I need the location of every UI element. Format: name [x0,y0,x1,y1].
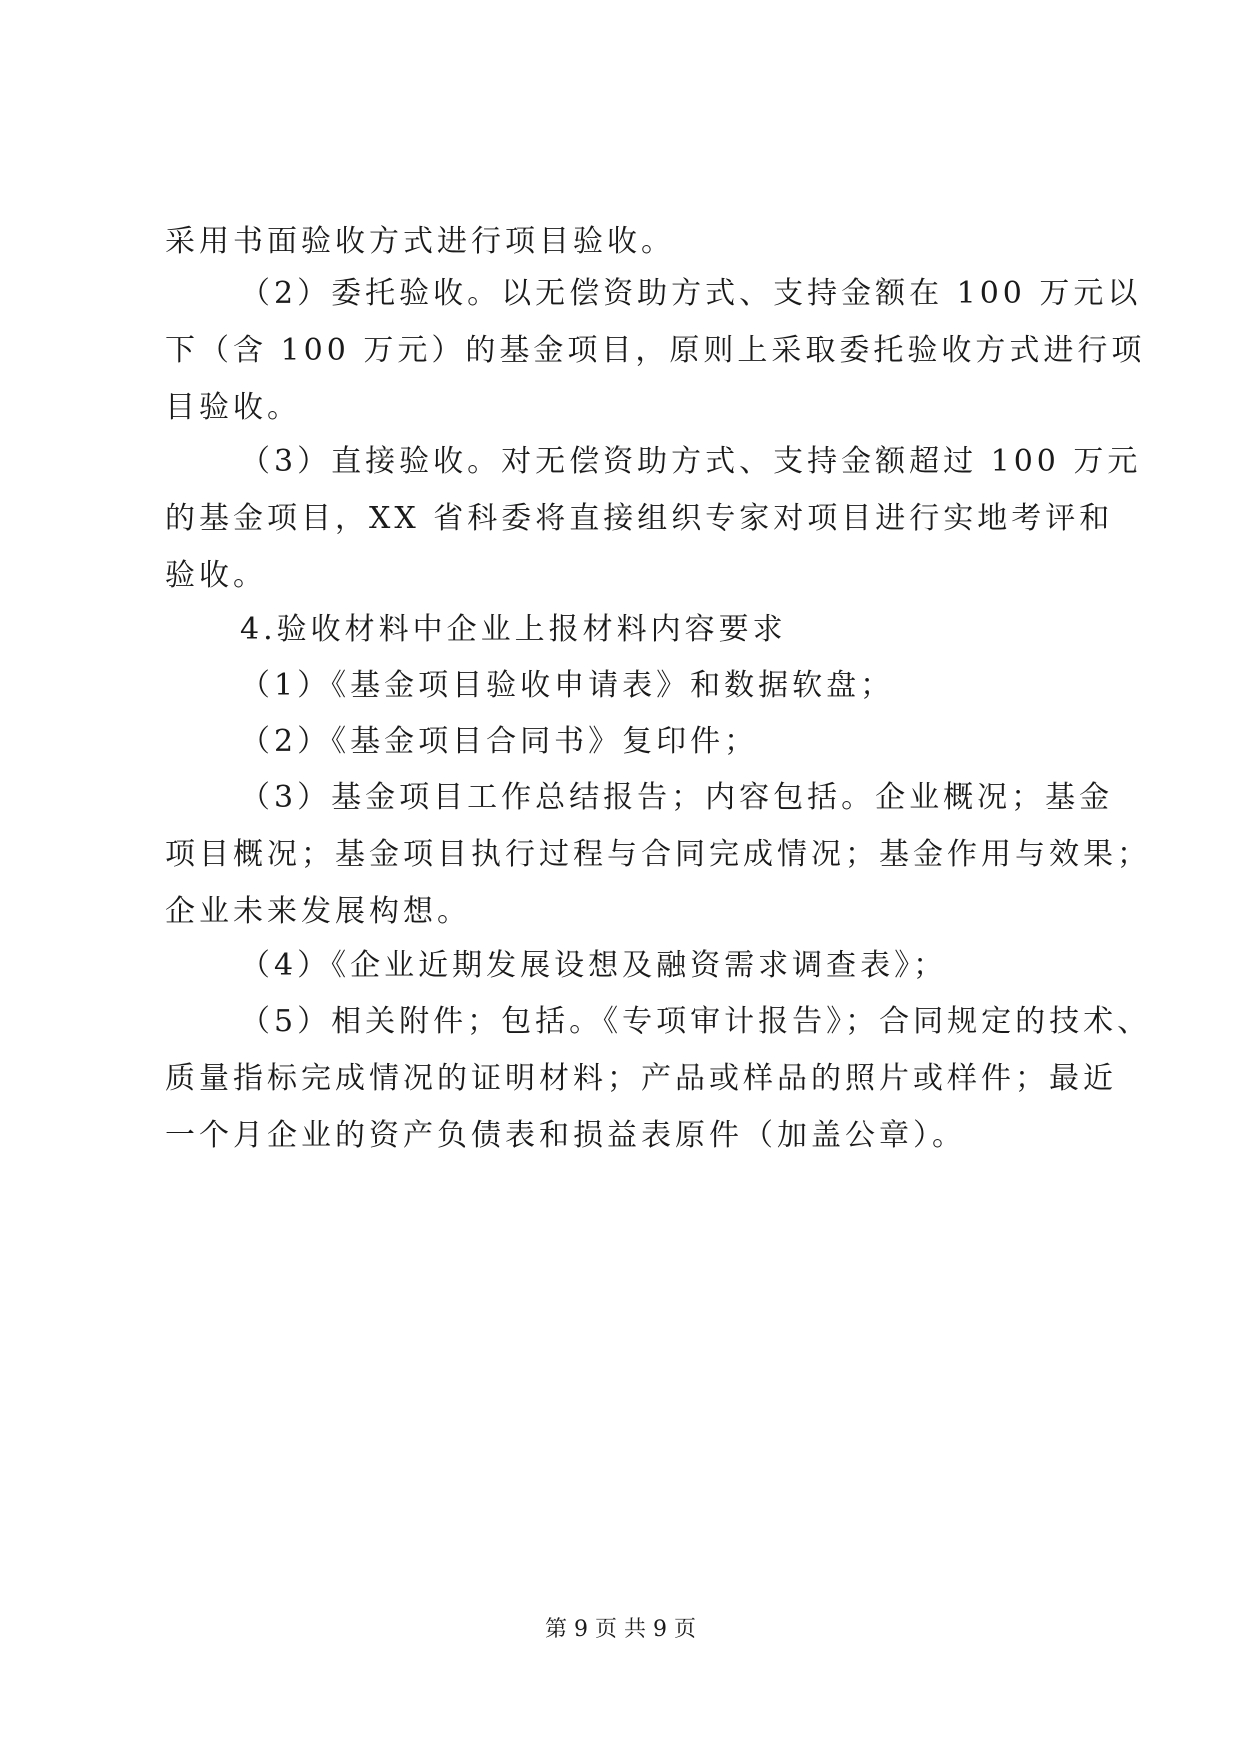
section-heading: 4.验收材料中企业上报材料内容要求 [240,612,787,647]
text-line: 验收。 [165,558,267,593]
list-item: （5）相关附件；包括。《专项审计报告》；合同规定的技术、 [240,1004,1152,1039]
text-line: 企业未来发展构想。 [165,894,471,929]
text-line: （3）直接验收。对无偿资助方式、支持金额超过 100 万元 [240,444,1142,479]
list-item: （2）《基金项目合同书》复印件； [240,724,759,759]
text-line: 项目概况；基金项目执行过程与合同完成情况；基金作用与效果； [165,837,1151,872]
text-line: 采用书面验收方式进行项目验收。 [165,224,675,259]
page-number-footer: 第 9 页 共 9 页 [545,1617,696,1642]
list-item: （3）基金项目工作总结报告；内容包括。企业概况；基金 [240,780,1114,815]
text-line: 质量指标完成情况的证明材料；产品或样品的照片或样件；最近 [165,1061,1117,1096]
list-item: （4）《企业近期发展设想及融资需求调查表》； [240,948,948,983]
text-line: 的基金项目，XX 省科委将直接组织专家对项目进行实地考评和 [165,501,1114,536]
text-line: 一个月企业的资产负债表和损益表原件（加盖公章）。 [165,1118,966,1153]
list-item: （1）《基金项目验收申请表》和数据软盘； [240,668,895,703]
text-line: 下（含 100 万元）的基金项目，原则上采取委托验收方式进行项 [165,333,1146,368]
text-line: 目验收。 [165,390,301,425]
text-line: （2）委托验收。以无偿资助方式、支持金额在 100 万元以 [240,276,1142,311]
